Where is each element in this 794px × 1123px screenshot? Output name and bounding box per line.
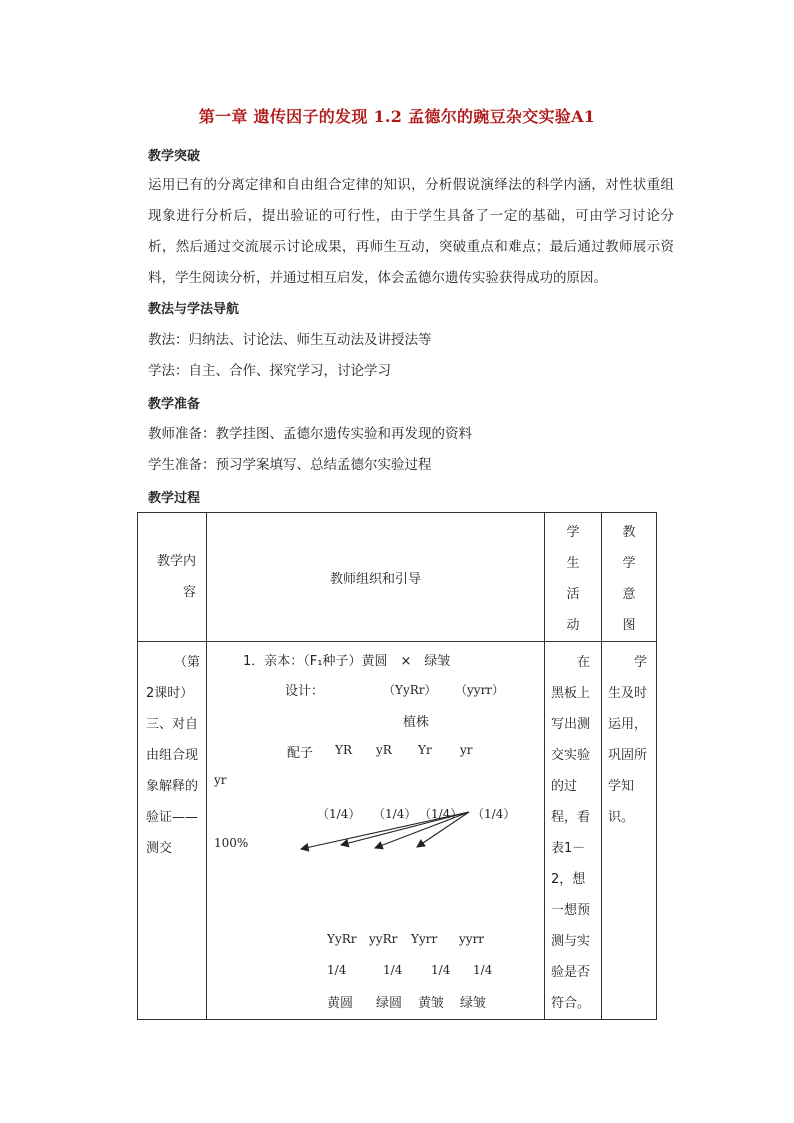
activity-cell [545,642,602,1020]
offspring-4: yyrr [459,932,485,946]
teaching-method-line: 教法：归纳法、讨论法、师生互动法及讲授法等 [148,332,432,348]
guidance-cell [207,642,545,1020]
header-content-cell [138,513,207,642]
student-prep-line: 学生准备：预习学案填写、总结孟德尔实验过程 [148,457,432,473]
fraction-2: 1/4 [383,963,403,977]
cross-arrows [207,642,544,1017]
offspring-3: Yyrr [411,932,438,946]
parent-genotype-1: （YyRr） [383,683,437,697]
parent-genotype-2: （yyrr） [455,683,505,697]
header-intent-cell [602,513,657,642]
row-content: （第2课时） 三、对自由组合现象解释的验证——测交 [146,655,201,856]
heading-process: 教学过程 [148,491,201,506]
fraction-1: 1/4 [327,963,347,977]
heading-breakthrough: 教学突破 [148,149,201,164]
ratio-2: （1/4） [373,807,417,821]
page-title: 第一章 遗传因子的发现 1.2 孟德尔的豌豆杂交实验A1 [198,107,596,126]
ratio-4: （1/4） [472,807,516,821]
phenotype-4: 绿皱 [460,996,487,1011]
plant-label: 植株 [403,715,430,730]
phenotype-1: 黄圆 [327,996,354,1011]
phenotype-3: 黄皱 [418,996,445,1011]
intent-cell [602,642,657,1020]
gamete-yr-1: YR [335,743,352,757]
heading-methods: 教法与学法导航 [148,302,240,317]
ratio-3: （1/4） [419,807,463,821]
header-content: 教学内容 [156,554,196,600]
gamete-yr-3: Yr [418,743,432,757]
arrow-1 [301,812,469,849]
breakthrough-paragraph: 运用已有的分离定律和自由组合定律的知识，分析假说演绎法的科学内涵，对性状重组现象进行分析后，提出验证的可行性，由于学生具备了一定的基础，可由学习讨论分析，然后通过交流展示讨论成果，再师生互动，突破重点和难点；最后通过教师展示资料，学生阅读分析，并通过相互启发，体会孟德尔遗传实验获得成功的原因。 [148,177,674,286]
design-label: 设计： [285,684,325,699]
fraction-3: 1/4 [431,963,451,977]
header-activity-cell [545,513,602,642]
parent-line: 1．亲本：（F₁种子）黄圆 × 绿皱 [243,654,451,669]
gamete-yr-5: yr [214,773,227,787]
gamete-yr-2: yR [376,743,392,757]
gamete-label: 配子 [287,746,314,761]
ratio-1: （1/4） [317,807,361,821]
content-cell [138,642,207,1020]
arrow-2 [341,812,469,845]
ratio-5: 100% [214,836,249,850]
header-activity: 学生活动 [566,525,580,633]
phenotype-2: 绿圆 [376,996,403,1011]
learning-method-line: 学法：自主、合作、探究学习，讨论学习 [148,363,391,379]
row-intent: 学生及时运用，巩固所学知识。 [608,655,648,825]
table-header-row [138,513,657,642]
offspring-2: yyRr [369,932,398,946]
row-activity: 在黑板上写出测交实验的过程，看表1－2，想一想预测与实验是否符合。 [551,655,591,1011]
heading-prep: 教学准备 [148,397,201,412]
header-guidance-cell [207,513,545,642]
teacher-prep-line: 教师准备：教学挂图、孟德尔遗传实验和再发现的资料 [148,426,472,442]
offspring-1: YyRr [327,932,357,946]
table-row [138,642,657,1020]
header-guidance: 教师组织和引导 [330,571,422,587]
header-intent: 教学意图 [622,525,636,633]
fraction-4: 1/4 [473,963,493,977]
process-table [137,512,657,1020]
gamete-yr-4: yr [460,743,473,757]
